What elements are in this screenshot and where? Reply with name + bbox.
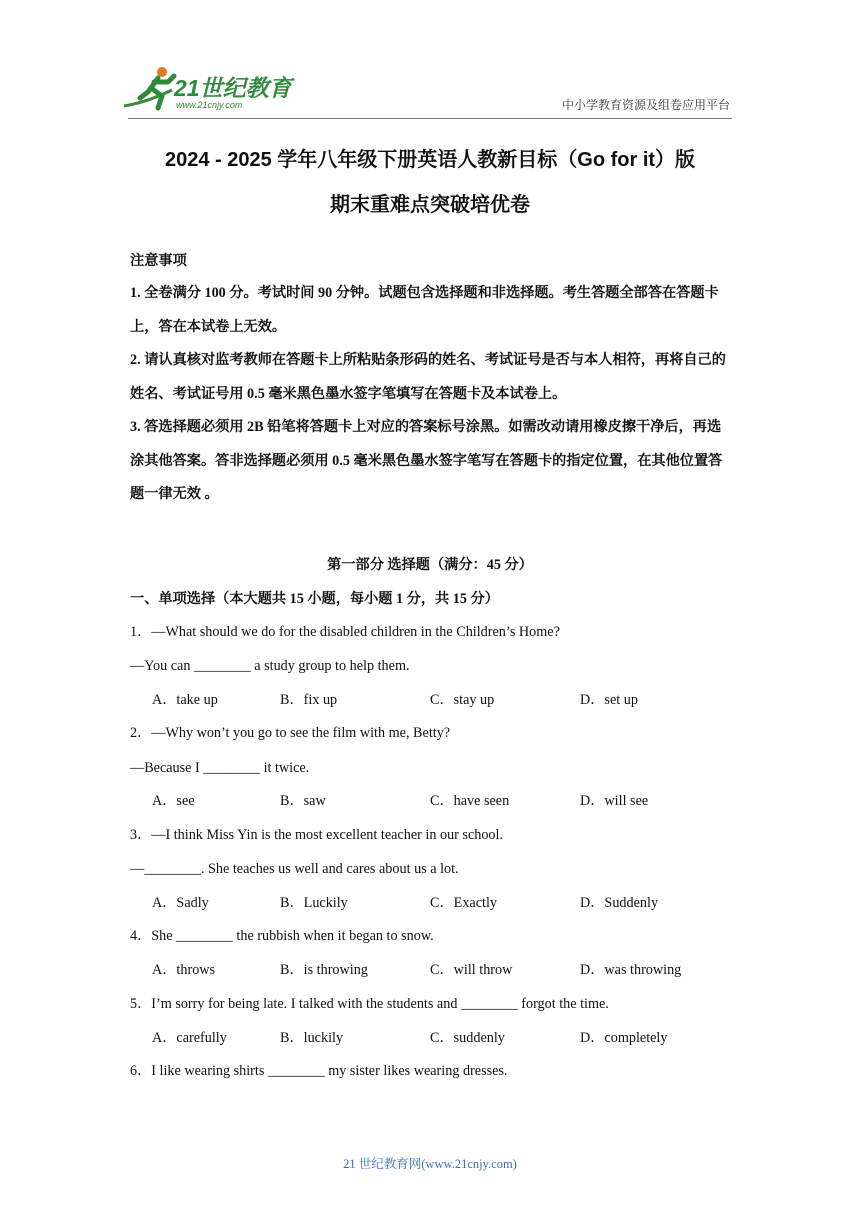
page-title: 2024 - 2025 学年八年级下册英语人教新目标（Go for it）版 (164, 149, 696, 171)
option-a: A．see (152, 793, 195, 809)
option-a: A．throws (152, 962, 216, 978)
option-b: B．fix up (280, 692, 338, 708)
svg-text:21世纪教育: 21世纪教育 (174, 75, 292, 101)
note-item: 1. 全卷满分 100 分。考试时间 90 分钟。试题包含选择题和非选择题。考生答题全部答在答题卡上，答在本试卷上无效。 (130, 285, 719, 335)
question-2-response: —Because I ________ it twice. (130, 760, 310, 776)
header-divider (128, 118, 732, 119)
part-heading: 第一部分 选择题（满分：45 分） (327, 557, 533, 573)
option-c: C．have seen (430, 793, 510, 809)
option-d: D．Suddenly (580, 895, 659, 911)
page-subtitle: 期末重难点突破培优卷 (330, 194, 530, 216)
question-3-stem: 3．—I think Miss Yin is the most excellent teacher in our school. (130, 827, 504, 843)
option-d: D．will see (580, 793, 649, 809)
notes-heading: 注意事项 (130, 253, 187, 269)
question-1-stem: 1．—What should we do for the disabled children in the Children’s Home? (130, 624, 560, 640)
section-heading: 一、单项选择（本大题共 15 小题，每小题 1 分，共 15 分） (130, 591, 499, 607)
note-item: 3. 答选择题必须用 2B 铅笔将答题卡上对应的答案标号涂黑。如需改动请用橡皮擦干净后，再选涂其他答案。答非选择题必须用 0.5 毫米黑色墨水签字笔写在答题卡的指定位置，在其他位置答题一律无效 。 (130, 419, 723, 502)
option-c: C．suddenly (430, 1030, 505, 1046)
logo (118, 62, 298, 118)
option-a: A．Sadly (152, 895, 209, 911)
option-a: A．carefully (152, 1030, 227, 1046)
option-d: D．completely (580, 1030, 668, 1046)
option-d: D．was throwing (580, 962, 682, 978)
option-a: A．take up (152, 692, 218, 708)
option-b: B．luckily (280, 1030, 344, 1046)
option-d: D．set up (580, 692, 638, 708)
note-item: 2. 请认真核对监考教师在答题卡上所粘贴条形码的姓名、考试证号是否与本人相符，再将自己的姓名、考试证号用 0.5 毫米黑色墨水签字笔填写在答题卡及本试卷上。 (130, 352, 726, 402)
option-c: C．Exactly (430, 895, 497, 911)
question-1-response: —You can ________ a study group to help them. (130, 658, 410, 674)
option-c: C．will throw (430, 962, 513, 978)
runner-logo-icon (118, 62, 298, 118)
question-3-response: —________. She teaches us well and cares about us a lot. (130, 861, 459, 877)
svg-text:www.21cnjy.com: www.21cnjy.com (176, 100, 243, 110)
header-tagline: 中小学教育资源及组卷应用平台 (561, 98, 730, 112)
option-b: B．is throwing (280, 962, 368, 978)
question-4-stem: 4．She ________ the rubbish when it began to snow. (130, 928, 434, 944)
option-b: B．saw (280, 793, 326, 809)
option-b: B．Luckily (280, 895, 348, 911)
question-5-stem: 5．I’m sorry for being late. I talked with the students and ________ forgot the time. (130, 996, 609, 1012)
option-c: C．stay up (430, 692, 495, 708)
question-6-stem: 6．I like wearing shirts ________ my sister likes wearing dresses. (130, 1063, 508, 1079)
page-footer: 21 世纪教育网(www.21cnjy.com) (343, 1157, 517, 1171)
question-2-stem: 2．—Why won’t you go to see the film with me, Betty? (130, 725, 451, 741)
